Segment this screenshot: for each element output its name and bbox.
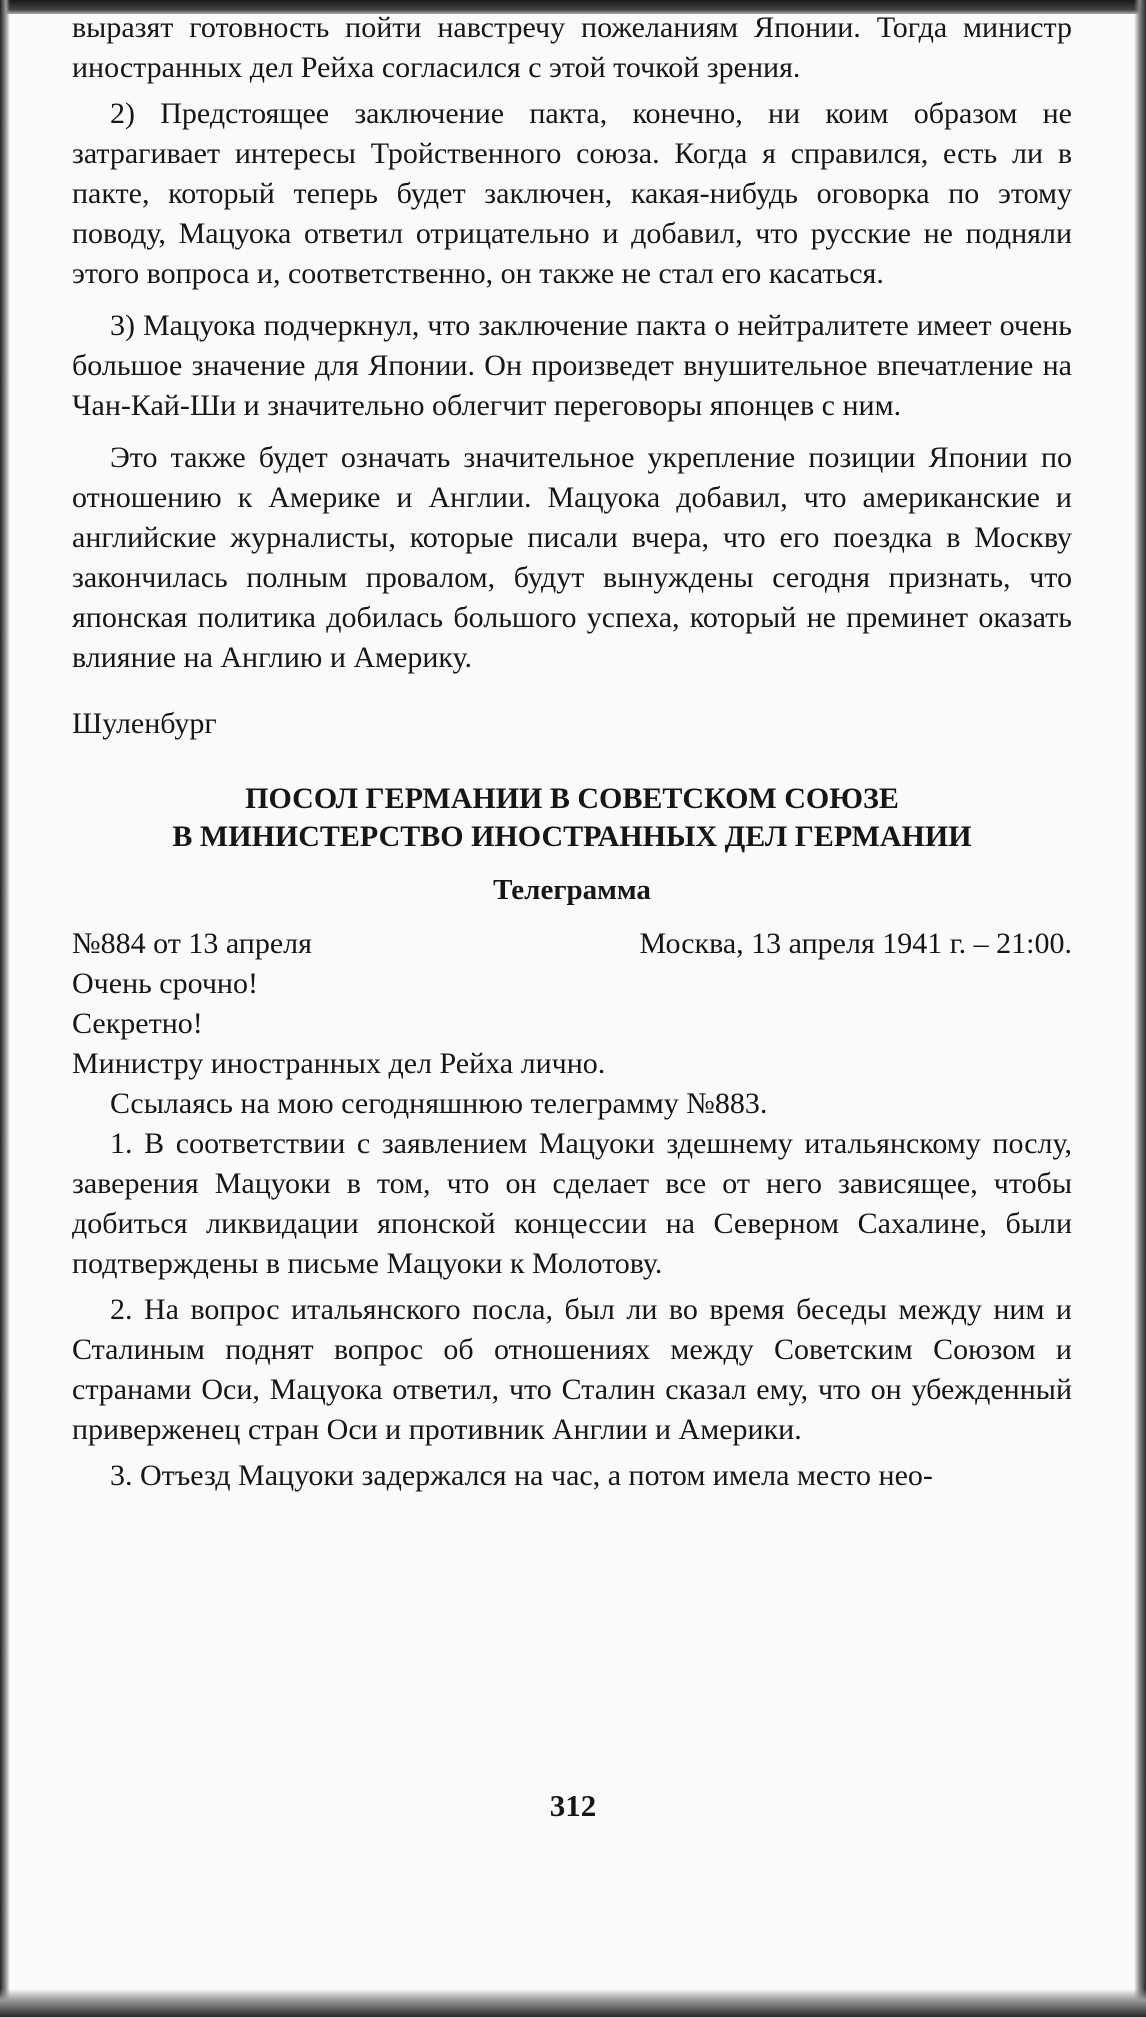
paragraph-point-3: 3) Мацуока подчеркнул, что заключение пакта о нейтралитете имеет очень большое значение для Японии. Он произведет внушительное впечатление на Чан-Кай-Ши и значительно облегчит переговоры японцев с ним.	[72, 309, 1072, 422]
telegram-item-3: 3. Отъезд Мацуоки задержался на час, а потом имела место нео-	[110, 1459, 933, 1492]
page-number: 312	[549, 1788, 597, 1823]
document-type: Телеграмма	[493, 874, 651, 906]
document-heading	[72, 780, 1072, 856]
telegram-number: №884 от 13 апреля	[72, 927, 312, 960]
paragraph-conclusion: Это также будет означать значительное укрепление позиции Японии по отношению к Америке и Англии. Мацуока добавил, что американские и английские журналисты, которые писали вчера, что его поездка в Москву закончилась полным провалом, будут вынуждены сегодня признать, что японская политика добилась большого успеха, который не преминет оказать влияние на Англию и Америку.	[72, 441, 1072, 674]
paragraph-point-2: 2) Предстоящее заключение пакта, конечно, ни коим образом не затрагивает интересы Тройственного союза. Когда я справился, есть ли в пакте, который теперь будет заключен, какая-нибудь оговорка по этому поводу, Мацуока ответил отрицательно и добавил, что русские не подняли этого вопроса и, соответственно, он также не стал его касаться.	[72, 97, 1072, 290]
heading-line-1: ПОСОЛ ГЕРМАНИИ В СОВЕТСКОМ СОЮЗЕ	[245, 782, 899, 815]
telegram-item-2: 2. На вопрос итальянского посла, был ли во время беседы между ним и Сталиным поднят вопрос об отношениях между Советским Союзом и странами Оси, Мацуока ответил, что Сталин сказал ему, что он убежденный приверженец стран Оси и противник Англии и Америки.	[72, 1293, 1072, 1446]
urgency-mark: Очень срочно!	[72, 967, 258, 1000]
secrecy-mark: Секретно!	[72, 1007, 203, 1040]
paragraph-continuation: выразят готовность пойти навстречу пожеланиям Японии. Тогда министр иностранных дел Рейха согласился с этой точкой зрения.	[72, 11, 1072, 84]
scan-border-bottom	[0, 1989, 1146, 2017]
addressee: Министру иностранных дел Рейха лично.	[72, 1047, 606, 1080]
signature: Шуленбург	[72, 707, 217, 740]
telegram-place-date: Москва, 13 апреля 1941 г. – 21:00.	[639, 927, 1072, 960]
document-page	[72, 8, 1072, 1496]
scan-border-left	[0, 0, 10, 2017]
reference-line: Ссылаясь на мою сегодняшнюю телеграмму №883.	[110, 1087, 768, 1120]
telegram-meta-row	[72, 924, 1072, 964]
heading-line-2: В МИНИСТЕРСТВО ИНОСТРАННЫХ ДЕЛ ГЕРМАНИИ	[172, 820, 972, 853]
telegram-item-1: 1. В соответствии с заявлением Мацуоки здешнему итальянскому послу, заверения Мацуоки в том, что он сделает все от него зависящее, чтобы добиться ликвидации японской концессии на Северном Сахалине, были подтверждены в письме Мацуоки к Молотову.	[72, 1127, 1072, 1280]
scan-border-right	[1134, 0, 1146, 2017]
